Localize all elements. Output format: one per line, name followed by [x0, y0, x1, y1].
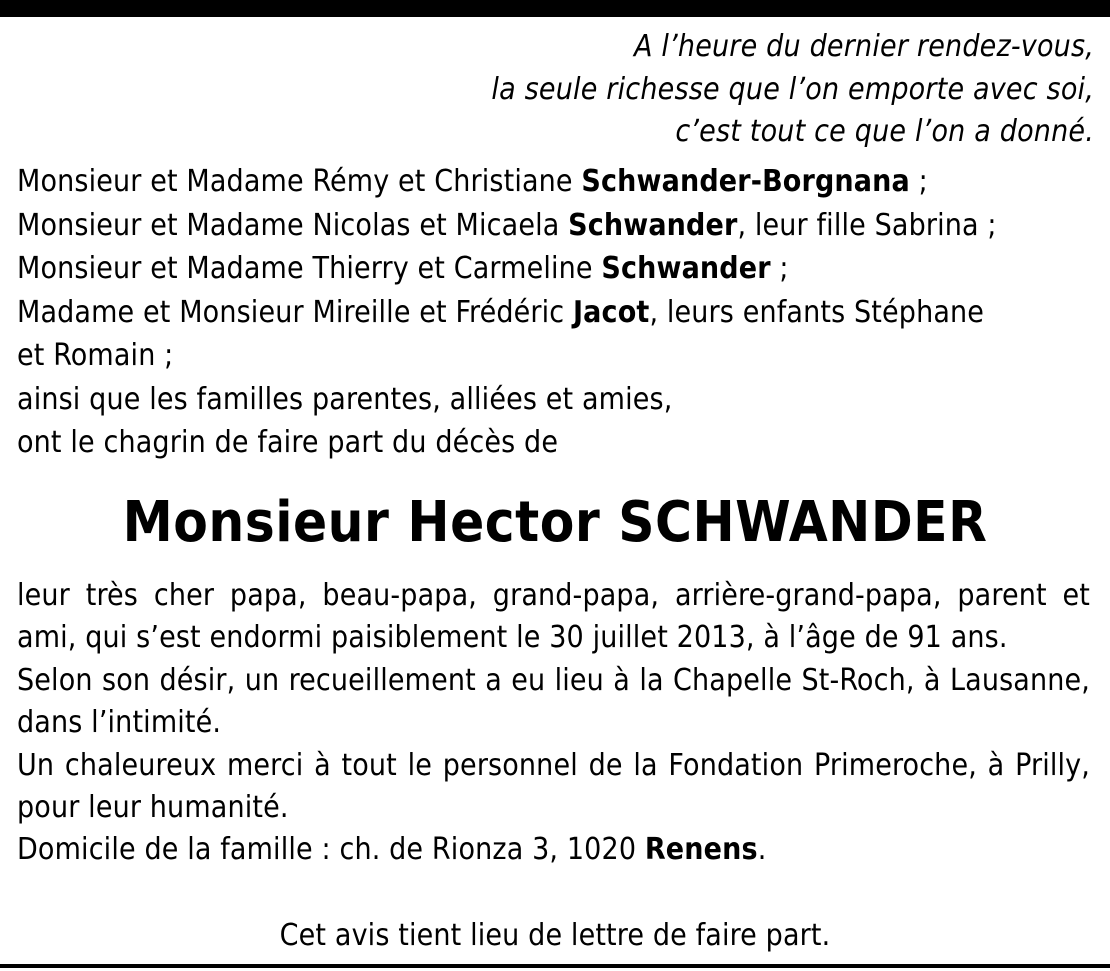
family-line: ainsi que les familles parentes, alliées et amies,	[17, 381, 673, 417]
family-line	[17, 204, 1093, 248]
family-line-suffix: , leur fille Sabrina ;	[737, 207, 997, 243]
family-line-suffix: ;	[909, 164, 928, 199]
family-surname: Schwander-Borgnana	[581, 164, 910, 199]
family-line-prefix: Monsieur et Madame Nicolas et Micaela	[17, 207, 569, 243]
announcement-body	[17, 575, 1090, 872]
domicile-town: Renens	[644, 832, 758, 868]
closing-note: Cet avis tient lieu de lettre de faire part.	[279, 918, 831, 953]
family-line	[17, 247, 1093, 291]
family-line: ont le chagrin de faire part du décès de	[17, 425, 559, 460]
family-line: et Romain ;	[17, 338, 174, 373]
domicile-line	[17, 829, 1090, 871]
domicile-prefix: Domicile de la famille : ch. de Rionza 3, 1020	[17, 832, 645, 868]
family-line-suffix: , leurs enfants Stéphane	[649, 294, 985, 330]
family-line-suffix: ;	[770, 251, 789, 286]
family-line-prefix: Madame et Monsieur Mireille et Frédéric	[17, 294, 573, 330]
family-line-prefix: Monsieur et Madame Thierry et Carmeline	[17, 251, 602, 286]
deceased-name: Monsieur Hector SCHWANDER	[122, 490, 988, 555]
family-surname: Schwander	[568, 207, 738, 243]
epigraph-quote	[491, 26, 1094, 154]
body-paragraph: leur très cher papa, beau-papa, grand-papa, arrière-grand-papa, parent et ami, qui s’est endormi paisiblement le 30 juillet 2013, à l’âge de 91 ans.	[17, 578, 1090, 656]
top-border-rule	[0, 0, 1110, 17]
family-surname: Schwander	[601, 251, 771, 286]
epigraph-line: la seule richesse que l’on emporte avec soi,	[491, 71, 1094, 107]
domicile-suffix: .	[757, 832, 767, 868]
body-paragraph: Selon son désir, un recueillement a eu lieu à la Chapelle St-Roch, à Lausanne, dans l’intimité.	[17, 662, 1090, 741]
body-paragraph: Un chaleureux merci à tout le personnel de la Fondation Primeroche, à Prilly, pour leur humanité.	[17, 747, 1090, 826]
family-line	[17, 160, 1093, 204]
bottom-border-rule	[0, 964, 1110, 968]
family-line-prefix: Monsieur et Madame Rémy et Christiane	[17, 164, 582, 199]
family-line	[17, 291, 1093, 335]
family-announcement	[17, 160, 1093, 465]
epigraph-line: A l’heure du dernier rendez-vous,	[633, 29, 1094, 64]
family-surname: Jacot	[573, 294, 650, 330]
epigraph-line: c’est tout ce que l’on a donné.	[675, 114, 1094, 149]
